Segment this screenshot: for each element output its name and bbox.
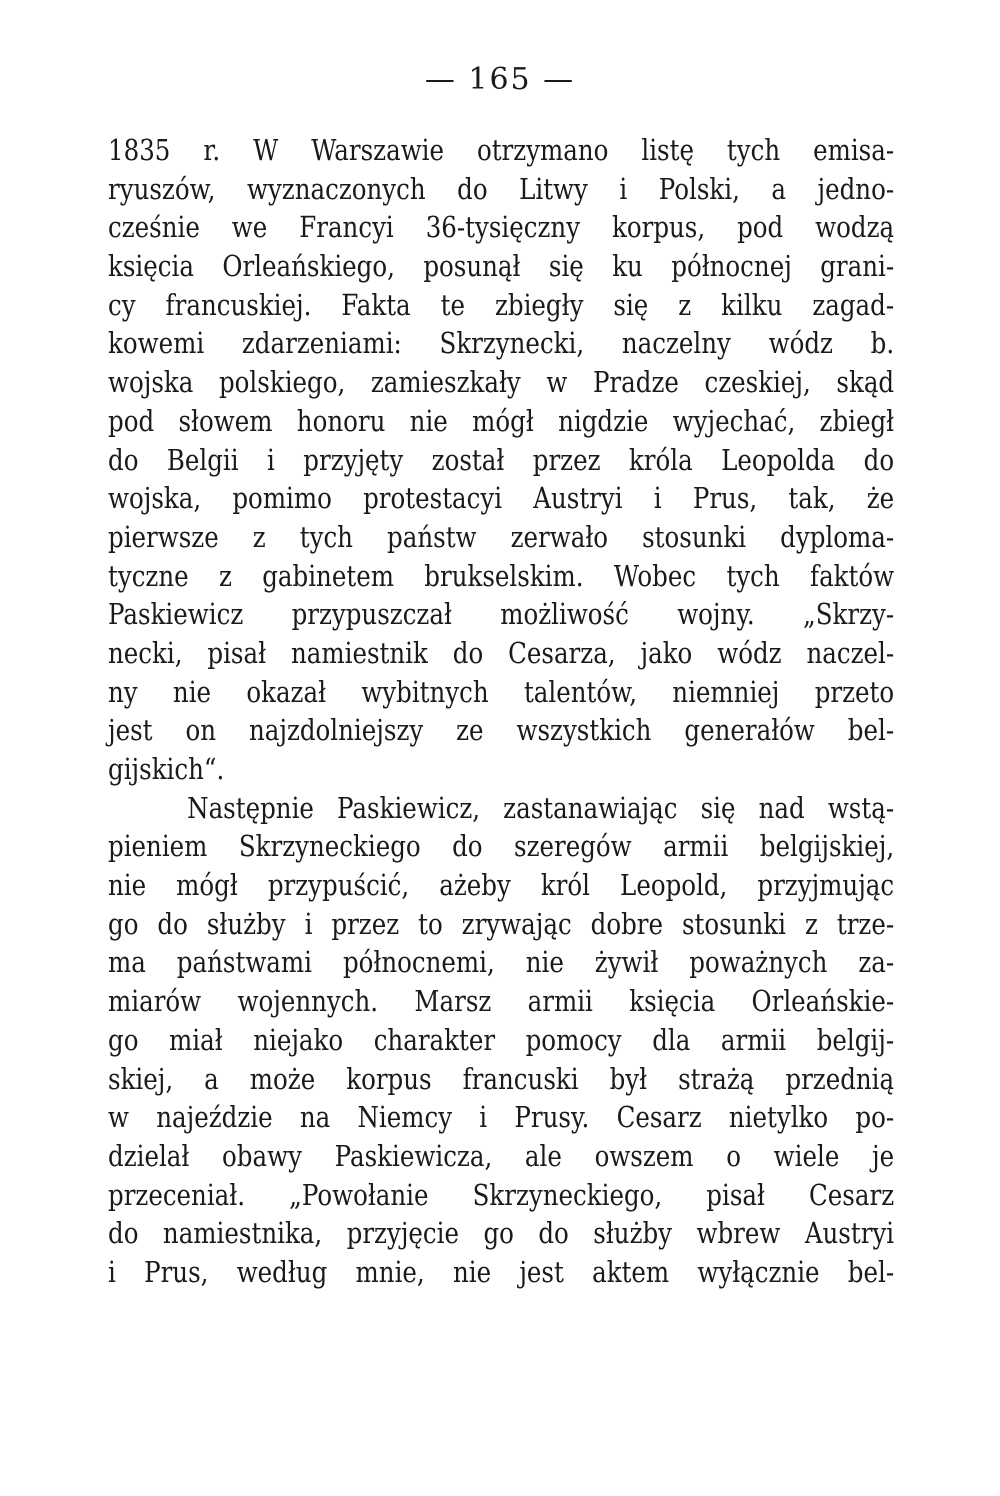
page-number: — 165 —	[424, 62, 576, 97]
text-line: 1835 r. W Warszawie otrzymano listę tych emisa-	[108, 134, 895, 167]
text-line: do Belgii i przyjęty został przez króla Leopolda do	[108, 443, 895, 477]
text-line: skiej, a może korpus francuski był strażą przednią	[108, 1062, 895, 1096]
text-line: nie mógł przypuścić, ażeby król Leopold, przyjmując	[108, 869, 895, 903]
body-text	[108, 132, 894, 1293]
text-line: ny nie okazał wybitnych talentów, niemniej przeto	[108, 675, 895, 709]
text-line: i Prus, według mnie, nie jest aktem wyłącznie bel-	[108, 1255, 895, 1289]
text-line: kowemi zdarzeniami: Skrzynecki, naczelny wódz b.	[108, 327, 895, 361]
text-line: pod słowem honoru nie mógł nigdzie wyjechać, zbiegł	[108, 404, 895, 438]
paragraph	[108, 790, 894, 1293]
text-line: cześnie we Francyi 36-tysięczny korpus, pod wodzą	[108, 211, 895, 245]
text-line: cy francuskiej. Fakta te zbiegły się z kilku zagad-	[108, 288, 895, 322]
text-line: ryuszów, wyznaczonych do Litwy i Polski, a jedno-	[108, 172, 895, 206]
text-line: tyczne z gabinetem brukselskim. Wobec tych faktów	[108, 559, 895, 593]
text-line: księcia Orleańskiego, posunął się ku północnej grani-	[108, 250, 895, 284]
paragraph	[108, 132, 894, 790]
text-line: dzielał obawy Paskiewicza, ale owszem o wiele je	[108, 1139, 895, 1173]
text-line: w najeździe na Niemcy i Prusy. Cesarz nietylko po-	[108, 1101, 895, 1135]
text-line: przeceniał. „Powołanie Skrzyneckiego, pisał Cesarz	[108, 1178, 895, 1212]
text-line: do namiestnika, przyjęcie go do służby wbrew Austryi	[108, 1217, 895, 1251]
text-line: Następnie Paskiewicz, zastanawiając się nad wstą-	[187, 791, 895, 825]
text-line: Paskiewicz przypuszczał możliwość wojny. „Skrzy-	[108, 598, 895, 632]
text-line: miarów wojennych. Marsz armii księcia Orleańskie-	[108, 985, 895, 1019]
text-line: necki, pisał namiestnik do Cesarza, jako wódz naczel-	[108, 636, 895, 670]
text-line: wojska, pomimo protestacyi Austryi i Prus, tak, że	[108, 482, 895, 516]
text-line: jest on najzdolniejszy ze wszystkich generałów bel-	[108, 714, 895, 748]
text-line: wojska polskiego, zamieszkały w Pradze czeskiej, skąd	[108, 366, 895, 400]
text-line: gijskich“.	[108, 753, 225, 786]
text-line: pieniem Skrzyneckiego do szeregów armii belgijskiej,	[108, 830, 895, 864]
text-line: pierwsze z tych państw zerwało stosunki dyploma-	[108, 520, 895, 554]
text-line: go do służby i przez to zrywając dobre stosunki z trze-	[108, 907, 895, 941]
text-line: ma państwami północnemi, nie żywił poważnych za-	[108, 946, 895, 980]
text-line: go miał niejako charakter pomocy dla armii belgij-	[108, 1023, 895, 1057]
